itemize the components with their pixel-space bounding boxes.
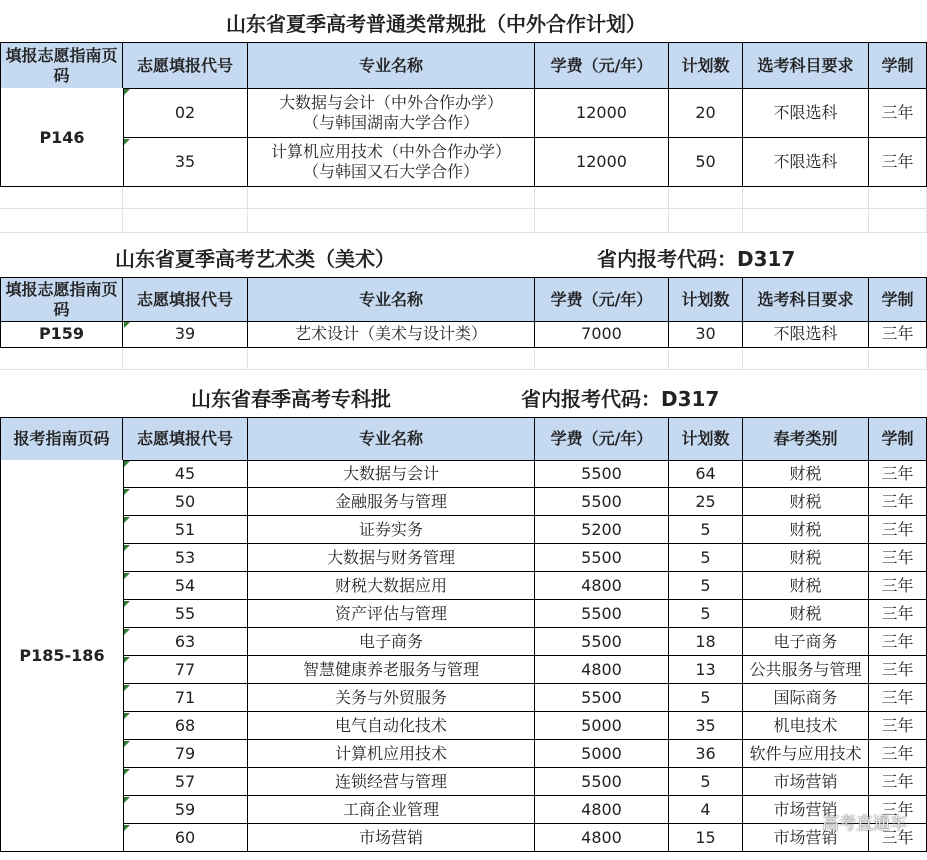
blank-row [0,209,927,233]
plan-cell: 35 [669,712,743,740]
plan-cell: 5 [669,572,743,600]
fee-cell: 5500 [535,628,669,656]
code-cell: 51 [123,516,248,544]
major-cell: 金融服务与管理 [248,488,535,516]
plan-cell: 36 [669,740,743,768]
section2-header-row [0,277,927,322]
requirement-cell: 不限选科 [743,138,869,187]
major-cell: 智慧健康养老服务与管理 [248,656,535,684]
code-cell: 35 [123,138,248,187]
header-category: 春考类别 [743,418,869,461]
plan-cell: 20 [669,88,743,138]
years-cell: 三年 [869,656,927,684]
section2-title: 山东省夏季高考艺术类（美术） [115,247,395,271]
plan-cell: 5 [669,600,743,628]
major-cell: 电气自动化技术 [248,712,535,740]
fee-cell: 7000 [535,321,669,348]
years-cell: 三年 [869,138,927,187]
plan-cell: 64 [669,460,743,488]
fee-cell: 5500 [535,544,669,572]
code-cell: 45 [123,460,248,488]
table-row [0,600,927,628]
major-partner: （与韩国湖南大学合作） [302,112,479,132]
fee-cell: 5500 [535,684,669,712]
header-major: 专业名称 [248,418,535,461]
code-cell: 57 [123,768,248,796]
fee-cell: 5500 [535,460,669,488]
header-plan: 计划数 [669,278,743,322]
fee-cell: 5200 [535,516,669,544]
major-cell: 工商企业管理 [248,796,535,824]
major-name: 计算机应用技术（中外合作办学） [270,142,511,161]
major-cell: 连锁经营与管理 [248,768,535,796]
table-row [0,516,927,544]
years-cell: 三年 [869,824,927,852]
major-cell: 大数据与财务管理 [248,544,535,572]
header-major: 专业名称 [248,278,535,322]
code-cell: 55 [123,600,248,628]
code-cell: 53 [123,544,248,572]
category-cell: 国际商务 [743,684,869,712]
section2-code: 省内报考代码：D317 [597,247,796,271]
table-row [0,824,927,852]
table-row [0,138,927,187]
section3-code: 省内报考代码：D317 [521,387,720,411]
major-cell [248,138,535,187]
header-years: 学制 [869,278,927,322]
guide-page-cell: P159 [0,321,123,348]
code-cell: 60 [123,824,248,852]
category-cell: 电子商务 [743,628,869,656]
major-cell [248,88,535,138]
fee-cell: 12000 [535,138,669,187]
fee-cell: 4800 [535,796,669,824]
category-cell: 财税 [743,544,869,572]
code-cell: 50 [123,488,248,516]
table-row [0,572,927,600]
major-partner: （与韩国又石大学合作） [302,162,479,181]
plan-cell: 30 [669,321,743,348]
header-page: 报考指南页码 [0,418,123,461]
fee-cell: 12000 [535,88,669,138]
table-row [0,88,927,138]
table-row [0,796,927,824]
plan-cell: 50 [669,138,743,187]
table-row [0,768,927,796]
blank-row [0,187,927,209]
years-cell: 三年 [869,516,927,544]
category-cell: 机电技术 [743,712,869,740]
plan-cell: 4 [669,796,743,824]
years-cell: 三年 [869,321,927,348]
plan-cell: 18 [669,628,743,656]
code-cell: 59 [123,796,248,824]
fee-cell: 4800 [535,572,669,600]
years-cell: 三年 [869,600,927,628]
fee-cell: 4800 [535,824,669,852]
years-cell: 三年 [869,572,927,600]
table-row [0,684,927,712]
code-cell: 63 [123,628,248,656]
years-cell: 三年 [869,460,927,488]
table-row [0,488,927,516]
plan-cell: 5 [669,768,743,796]
fee-cell: 5500 [535,768,669,796]
header-code: 志愿填报代号 [123,43,248,89]
table-row [0,460,927,488]
major-cell: 大数据与会计 [248,460,535,488]
watermark-text: 高考直通车 [822,814,907,834]
plan-cell: 5 [669,684,743,712]
years-cell: 三年 [869,712,927,740]
fee-cell: 5500 [535,600,669,628]
table-row [0,740,927,768]
header-major: 专业名称 [248,43,535,89]
plan-cell: 13 [669,656,743,684]
header-fee: 学费（元/年） [535,278,669,322]
header-code: 志愿填报代号 [123,278,248,322]
major-cell: 资产评估与管理 [248,600,535,628]
major-cell: 艺术设计（美术与设计类） [248,321,535,348]
header-requirement: 选考科目要求 [743,278,869,322]
table-row [0,321,927,348]
category-cell: 市场营销 [743,824,869,852]
major-cell: 关务与外贸服务 [248,684,535,712]
section3-header-row [0,417,927,461]
table-row [0,656,927,684]
category-cell: 市场营销 [743,768,869,796]
fee-cell: 4800 [535,656,669,684]
code-cell: 02 [123,88,248,138]
fee-cell: 5000 [535,740,669,768]
code-cell: 71 [123,684,248,712]
years-cell: 三年 [869,488,927,516]
header-fee: 学费（元/年） [535,418,669,461]
header-plan: 计划数 [669,43,743,89]
requirement-cell: 不限选科 [743,88,869,138]
category-cell: 财税 [743,460,869,488]
code-cell: 54 [123,572,248,600]
plan-cell: 5 [669,544,743,572]
category-cell: 财税 [743,516,869,544]
header-fee: 学费（元/年） [535,43,669,89]
code-cell: 77 [123,656,248,684]
guide-page-cell: P185-186 [0,460,124,852]
major-name: 大数据与会计（中外合作办学） [278,92,503,112]
header-page: 填报志愿指南页码 [0,43,123,89]
category-cell: 公共服务与管理 [743,656,869,684]
category-cell: 财税 [743,572,869,600]
major-cell: 电子商务 [248,628,535,656]
requirement-cell: 不限选科 [743,321,869,348]
major-cell: 计算机应用技术 [248,740,535,768]
header-plan: 计划数 [669,418,743,461]
fee-cell: 5000 [535,712,669,740]
years-cell: 三年 [869,768,927,796]
category-cell: 财税 [743,488,869,516]
table-row [0,544,927,572]
category-cell: 市场营销 [743,796,869,824]
code-cell: 39 [123,321,248,348]
plan-cell: 5 [669,516,743,544]
guide-page-cell: P146 [0,88,124,187]
plan-cell: 25 [669,488,743,516]
header-years: 学制 [869,43,927,89]
header-requirement: 选考科目要求 [743,43,869,89]
blank-row [0,348,927,370]
header-years: 学制 [869,418,927,461]
major-cell: 证券实务 [248,516,535,544]
years-cell: 三年 [869,796,927,824]
fee-cell: 5500 [535,488,669,516]
table-row [0,712,927,740]
years-cell: 三年 [869,88,927,138]
major-cell: 财税大数据应用 [248,572,535,600]
years-cell: 三年 [869,628,927,656]
code-cell: 68 [123,712,248,740]
section1-title: 山东省夏季高考普通类常规批（中外合作计划） [226,12,646,36]
category-cell: 软件与应用技术 [743,740,869,768]
plan-cell: 15 [669,824,743,852]
years-cell: 三年 [869,544,927,572]
section1-header-row [0,42,927,89]
header-code: 志愿填报代号 [123,418,248,461]
category-cell: 财税 [743,600,869,628]
header-page: 填报志愿指南页码 [0,278,123,322]
major-cell: 市场营销 [248,824,535,852]
years-cell: 三年 [869,684,927,712]
code-cell: 79 [123,740,248,768]
section3-title: 山东省春季高考专科批 [191,387,391,411]
table-row [0,628,927,656]
years-cell: 三年 [869,740,927,768]
